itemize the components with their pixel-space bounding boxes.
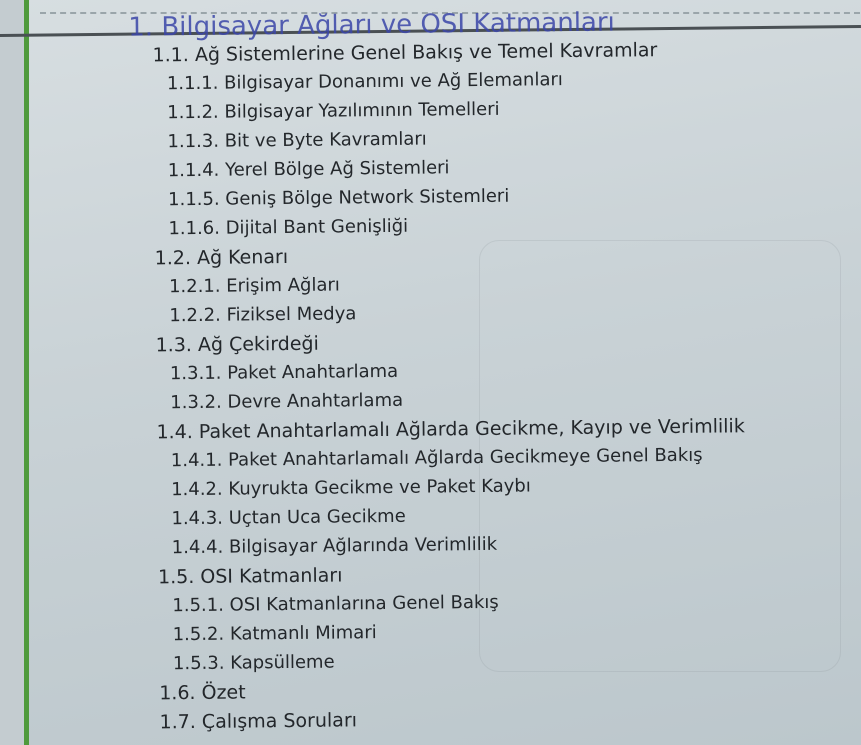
toc-subsection: 1.4.4. Bilgisayar Ağlarında Verimlilik bbox=[171, 533, 498, 559]
toc-subsection: 1.2.1. Erişim Ağları bbox=[168, 274, 340, 298]
toc-section: 1.1. Ağ Sistemlerine Genel Bakış ve Temel Kavramlar bbox=[152, 39, 658, 67]
toc-subsection: 1.1.2. Bilgisayar Yazılımının Temelleri bbox=[167, 98, 500, 124]
toc-section: 1.3. Ağ Çekirdeği bbox=[155, 332, 319, 357]
toc-subsection: 1.3.2. Devre Anahtarlama bbox=[170, 389, 404, 414]
toc-subsection: 1.4.2. Kuyrukta Gecikme ve Paket Kaybı bbox=[171, 475, 531, 501]
toc-subsection: 1.4.3. Uçtan Uca Gecikme bbox=[171, 505, 406, 530]
toc-subsection: 1.1.3. Bit ve Byte Kavramları bbox=[167, 128, 427, 153]
toc-section: 1.6. Özet bbox=[159, 681, 246, 705]
toc-subsection: 1.1.6. Dijital Bant Genişliği bbox=[168, 215, 409, 240]
toc-subsection: 1.1.1. Bilgisayar Donanımı ve Ağ Elemanları bbox=[166, 69, 563, 95]
toc-subsection: 1.2.2. Fiziksel Medya bbox=[169, 303, 357, 327]
chapter-title: 1. Bilgisayar Ağları ve OSI Katmanları bbox=[128, 7, 615, 43]
toc-section: 1.2. Ağ Kenarı bbox=[154, 245, 289, 270]
toc-subsection: 1.5.3. Kapsülleme bbox=[172, 651, 335, 675]
toc-subsection: 1.5.1. OSI Katmanlarına Genel Bakış bbox=[172, 591, 499, 617]
toc-subsection: 1.5.2. Katmanlı Mimari bbox=[172, 622, 377, 646]
toc-section: 1.4. Paket Anahtarlamalı Ağlarda Gecikme, Kayıp ve Verimlilik bbox=[156, 415, 745, 444]
toc-section: 1.5. OSI Katmanları bbox=[157, 564, 343, 589]
toc-subsection: 1.1.5. Geniş Bölge Network Sistemleri bbox=[167, 185, 510, 211]
toc-subsection: 1.4.1. Paket Anahtarlamalı Ağlarda Gecikmeye Genel Bakış bbox=[170, 444, 703, 472]
toc-section: 1.7. Çalışma Soruları bbox=[159, 709, 358, 734]
toc-subsection: 1.1.4. Yerel Bölge Ağ Sistemleri bbox=[167, 157, 450, 182]
toc-subsection: 1.3.1. Paket Anahtarlama bbox=[169, 360, 399, 385]
